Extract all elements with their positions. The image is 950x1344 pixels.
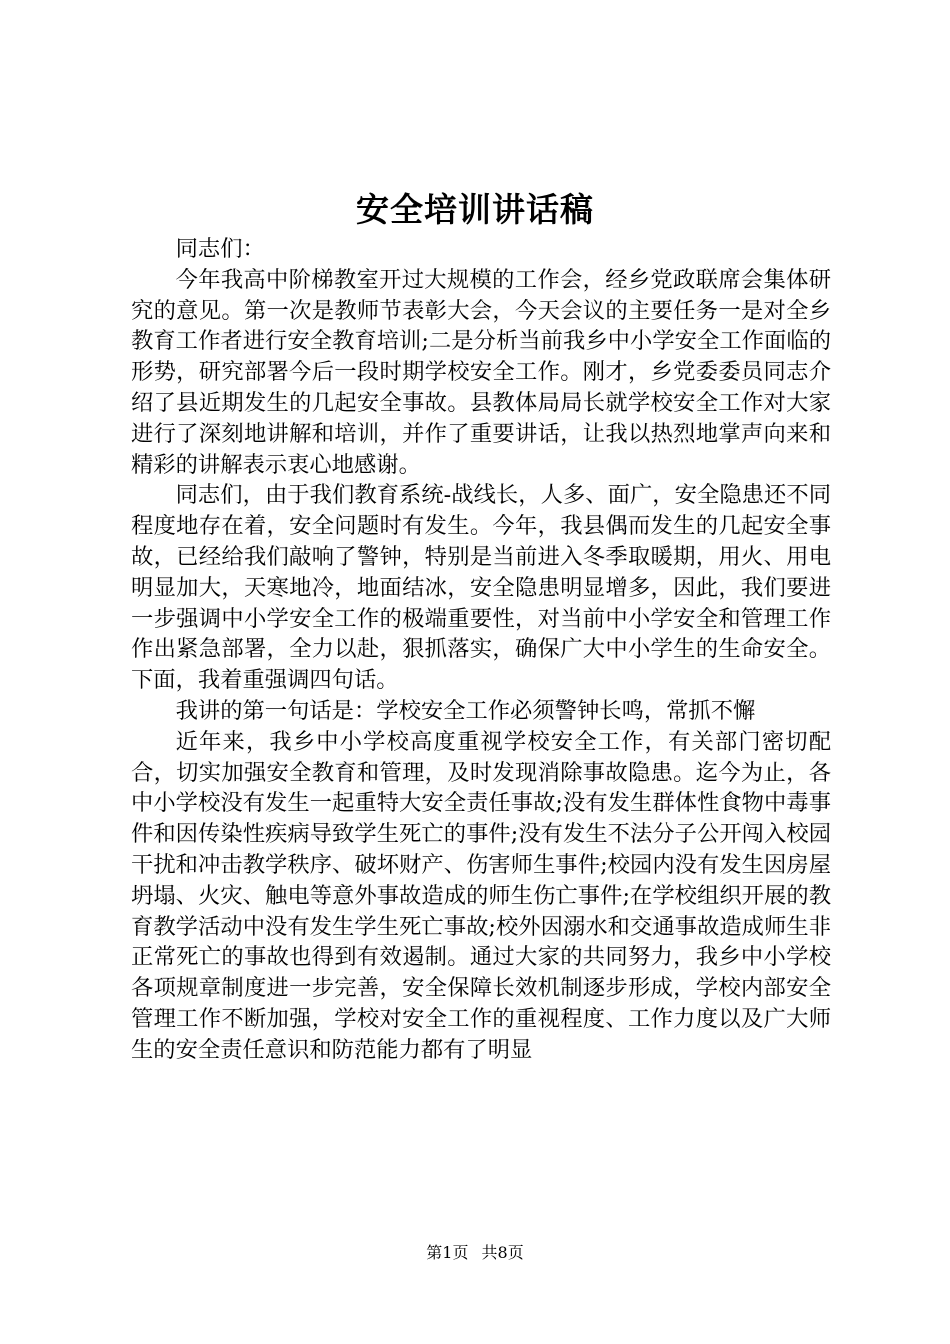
page-title: 安全培训讲话稿 xyxy=(356,190,594,229)
page-number: 第1页 xyxy=(426,1243,469,1262)
page-footer xyxy=(0,1242,950,1264)
paragraph: 今年我高中阶梯教室开过大规模的工作会，经乡党政联席会集体研究的意见。第一次是教师节表彰大会，今天会议的主要任务一是对全乡教育工作者进行安全教育培训;二是分析当前我乡中小学安全工作面临的形势，研究部署今后一段时期学校安全工作。刚才，乡党委委员同志介绍了县近期发生的几起安全事故。县教体局局长就学校安全工作对大家进行了深刻地讲解和培训，并作了重要讲话，让我以热烈地掌声向来和精彩的讲解表示衷心地感谢。 xyxy=(131,266,831,478)
paragraph: 近年来，我乡中小学校高度重视学校安全工作，有关部门密切配合，切实加强安全教育和管理，及时发现消除事故隐患。迄今为止，各中小学校没有发生一起重特大安全责任事故;没有发生群体性食物中毒事件和因传染性疾病导致学生死亡的事件;没有发生不法分子公开闯入校园干扰和冲击教学秩序、破坏财产、伤害师生事件;校园内没有发生因房屋坍塌、火灾、触电等意外事故造成的师生伤亡事件;在学校组织开展的教育教学活动中没有发生学生死亡事故;校外因溺水和交通事故造成师生非正常死亡的事故也得到有效遏制。通过大家的共同努力，我乡中小学校各项规章制度进一步完善，安全保障长效机制逐步形成，学校内部安全管理工作不断加强，学校对安全工作的重视程度、工作力度以及广大师生的安全责任意识和防范能力都有了明显 xyxy=(131,728,831,1063)
document-body xyxy=(131,234,831,1066)
paragraph-heading: 我讲的第一句话是：学校安全工作必须警钟长鸣，常抓不懈 xyxy=(175,697,756,724)
paragraph: 同志们，由于我们教育系统-战线长，人多、面广，安全隐患还不同程度地存在着，安全问题时有发生。今年，我县偶而发生的几起安全事故，已经给我们敲响了警钟，特别是当前进入冬季取暖期，用火、用电明显加大，天寒地冷，地面结冰，安全隐患明显增多，因此，我们要进一步强调中小学安全工作的极端重要性，对当前中小学安全和管理工作作出紧急部署，全力以赴，狠抓落实，确保广大中小学生的生命安全。下面，我着重强调四句话。 xyxy=(131,482,831,694)
paragraph-greeting: 同志们： xyxy=(175,236,265,262)
page-total: 共8页 xyxy=(481,1243,524,1262)
